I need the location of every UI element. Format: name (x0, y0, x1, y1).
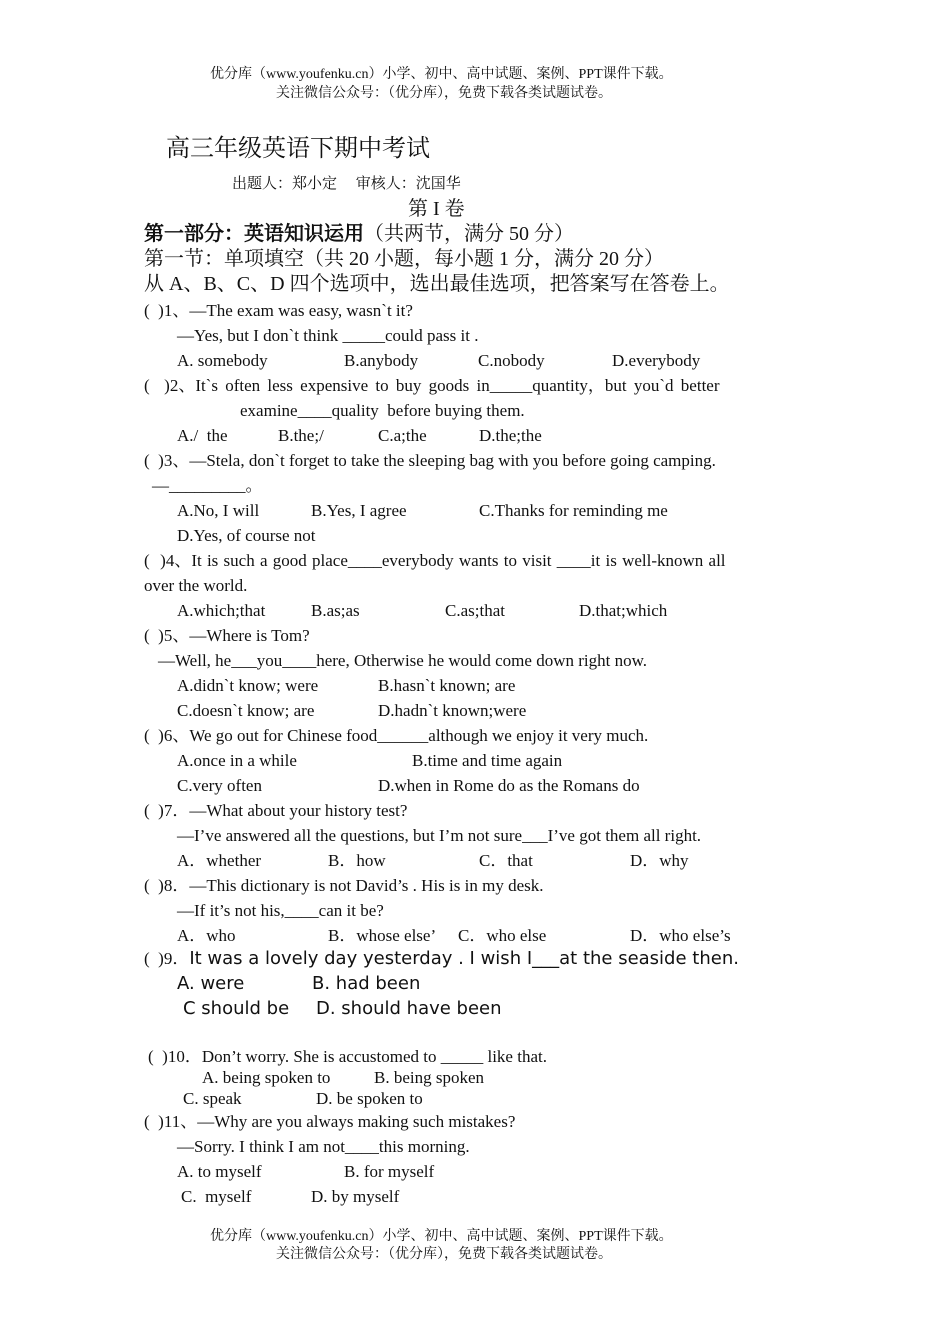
question-4-option-a: A.which;that (177, 601, 266, 620)
footer-line-1: 优分库（www.youfenku.cn）小学、初中、高中试题、案例、PPT课件下载。 (210, 1229, 673, 1244)
question-4-option-c: C.as;that (445, 601, 505, 620)
question-4-option-d: D.that;which (579, 601, 668, 620)
question-11-option-b: B. for myself (344, 1162, 435, 1181)
volume-label: 第 I 卷 (408, 198, 465, 220)
question-11-option-c: C. myself (181, 1187, 252, 1206)
question-2-option-d: D.the;the (479, 426, 542, 445)
question-4-line2: over the world. (144, 576, 248, 595)
question-11-stem: ( )11、—Why are you always making such mistakes? (144, 1112, 516, 1131)
question-9-number: ( )9． (144, 949, 190, 968)
header-line-2: 关注微信公众号：（优分库），免费下载各类试题试卷。 (276, 86, 612, 101)
question-2-option-c: C.a;the (378, 426, 427, 445)
instruction: 从 A、B、C、D 四个选项中，选出最佳选项，把答案写在答卷上。 (144, 273, 730, 295)
question-5-option-a: A.didn`t know; were (177, 676, 319, 695)
question-6-option-a: A.once in a while (177, 751, 297, 770)
question-6-option-d: D.when in Rome do as the Romans do (378, 776, 640, 795)
question-8-option-c: C．who else (458, 926, 547, 945)
header-line-1: 优分库（www.youfenku.cn）小学、初中、高中试题、案例、PPT课件下载。 (210, 67, 673, 82)
question-1-option-b: B.anybody (344, 351, 419, 370)
question-5-option-d: D.hadn`t known;were (378, 701, 527, 720)
exam-title: 高三年级英语下期中考试 (166, 136, 430, 162)
question-11-option-d: D. by myself (311, 1187, 400, 1206)
part-heading-rest: （共两节，满分 50 分） (364, 223, 574, 245)
question-2-option-a: A./ the (177, 426, 228, 445)
question-3-stem: ( )3、—Stela, don`t forget to take the sleeping bag with you before going camping. (144, 451, 716, 470)
question-3-option-d: D.Yes, of course not (177, 526, 316, 545)
question-3-line2: —_________。 (152, 476, 263, 495)
question-7-line2: —I’ve answered all the questions, but I’m not sure___I’ve got them all right. (177, 826, 702, 845)
exam-authors: 出题人：郑小定 审核人：沈国华 (232, 176, 461, 192)
question-11-option-a: A. to myself (177, 1162, 262, 1181)
question-2-stem: ( )2、It`s often less expensive to buy goods in_____quantity，but you`d better (144, 376, 720, 395)
question-1-option-c: C.nobody (478, 351, 545, 370)
question-4-option-b: B.as;as (311, 601, 360, 620)
question-5-stem: ( )5、—Where is Tom? (144, 626, 310, 645)
question-10-option-d: D. be spoken to (316, 1089, 423, 1108)
question-5-option-b: B.hasn`t known; are (378, 676, 516, 695)
question-8-option-d: D．who else’s (630, 926, 731, 945)
question-8-option-a: A．who (177, 926, 236, 945)
question-6-option-b: B.time and time again (412, 751, 563, 770)
question-11-line2: —Sorry. I think I am not____this morning. (177, 1137, 470, 1156)
question-9-stem (144, 950, 739, 968)
question-9-option-b: B. had been (312, 973, 421, 994)
question-10-option-b: B. being spoken (374, 1068, 485, 1087)
question-8-stem: ( )8．—This dictionary is not David’s . His is in my desk. (144, 876, 544, 895)
question-5-line2: —Well, he___you____here, Otherwise he would come down right now. (158, 651, 648, 670)
question-1-line2: —Yes, but I don`t think _____could pass it . (177, 326, 479, 345)
question-4-stem: ( )4、It is such a good place____everybody wants to visit ____it is well-known all (144, 551, 726, 570)
question-9-option-d: D. should have been (316, 998, 502, 1019)
part-heading-bold: 第一部分：英语知识运用 (144, 223, 364, 245)
question-3-option-c: C.Thanks for reminding me (479, 501, 668, 520)
question-7-option-b: B．how (328, 851, 386, 870)
question-9-option-a: A. were (177, 973, 245, 994)
question-8-option-b: B．whose else’ (328, 926, 437, 945)
question-1-stem: ( )1、—The exam was easy, wasn`t it? (144, 301, 413, 320)
question-3-option-a: A.No, I will (177, 501, 260, 520)
question-1-option-d: D.everybody (612, 351, 701, 370)
question-8-line2: —If it’s not his,____can it be? (177, 901, 384, 920)
question-10-option-a: A. being spoken to (202, 1068, 331, 1087)
question-7-option-d: D．why (630, 851, 689, 870)
question-2-line2: examine____quality before buying them. (240, 401, 525, 420)
question-6-option-c: C.very often (177, 776, 262, 795)
section-heading: 第一节：单项填空（共 20 小题，每小题 1 分，满分 20 分） (144, 248, 664, 270)
question-10-option-c: C. speak (183, 1089, 242, 1108)
footer-line-2: 关注微信公众号：（优分库），免费下载各类试题试卷。 (276, 1247, 612, 1262)
question-7-stem: ( )7．—What about your history test? (144, 801, 408, 820)
question-5-option-c: C.doesn`t know; are (177, 701, 315, 720)
part-heading (144, 224, 574, 244)
question-1-option-a: A. somebody (177, 351, 268, 370)
question-3-option-b: B.Yes, I agree (311, 501, 407, 520)
question-7-option-a: A．whether (177, 851, 262, 870)
question-10-stem: ( )10．Don’t worry. She is accustomed to _____ like that. (148, 1047, 547, 1066)
question-2-option-b: B.the;/ (278, 426, 324, 445)
question-7-option-c: C．that (479, 851, 533, 870)
question-9-option-c: C should be (183, 998, 290, 1019)
question-9-text: It was a lovely day yesterday . I wish I___at the seaside then. (189, 948, 739, 969)
question-6-stem: ( )6、We go out for Chinese food______although we enjoy it very much. (144, 726, 649, 745)
